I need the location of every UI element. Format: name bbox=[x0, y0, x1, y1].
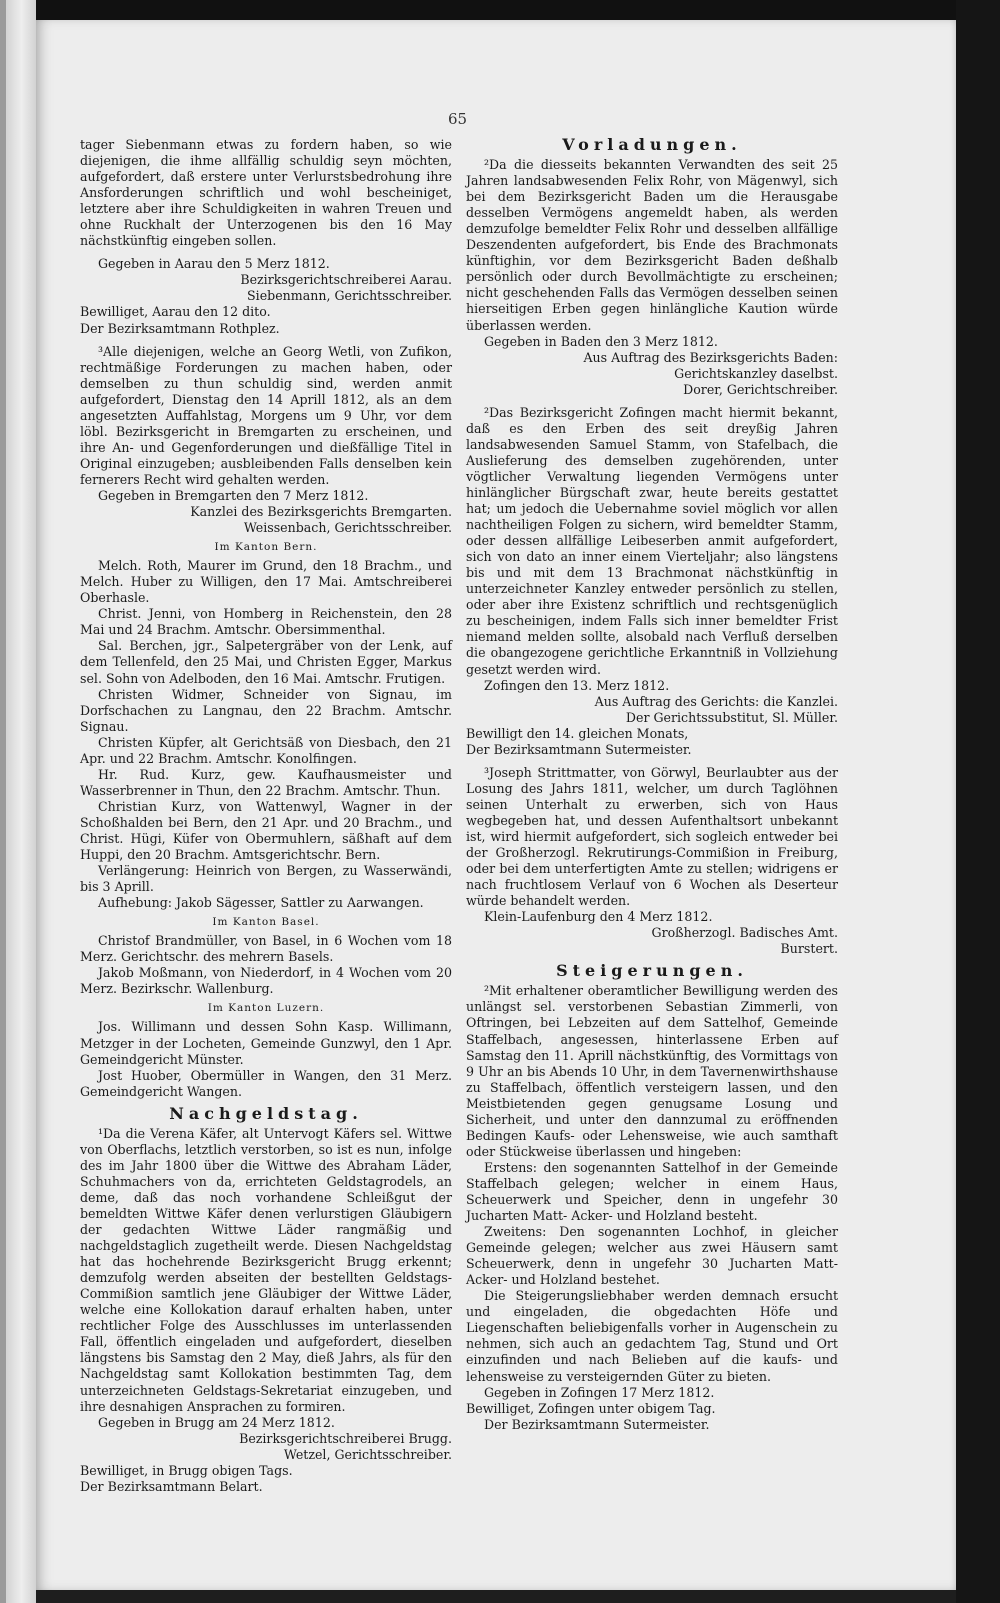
aarau-approval: Bewilliget, Aarau den 12 dito. bbox=[80, 304, 271, 320]
bern-entry: Hr. Rud. Kurz, gew. Kaufhausmeister und Wasserbrenner in Thun, den 22 Brachm. Amtschr. Thun. bbox=[80, 766, 452, 798]
page-number: 65 bbox=[448, 110, 468, 128]
zofingen-approval: Bewilligt den 14. gleichen Monats, bbox=[466, 725, 689, 741]
bern-entry: Aufhebung: Jakob Sägesser, Sattler zu Aarwangen. bbox=[98, 895, 424, 911]
vorladungen-heading: Vorladungen. bbox=[562, 135, 742, 154]
bremgarten-date: Gegeben in Bremgarten den 7 Merz 1812. bbox=[98, 487, 369, 503]
brugg-approval: Bewilliget, in Brugg obigen Tags. bbox=[80, 1462, 293, 1478]
laufenburg-signature-name: Burstert. bbox=[780, 941, 838, 957]
nachgeldstag-text: ¹Da die Verena Käfer, alt Untervogt Käfers sel. Wittwe von Oberflachs, letztlich verstorben, so ist es nun, infolge des im Jahr 1800 über die Wittwe des Abraham Läder, Schuhmachers von da, errichteten Geldstagrodels, an deme, daß das noch vorhandene Schleißgut der bemeldten Wittwe Käfer denen verlurstigen Gläubigern der gedachten Wittwe Läder rangmäßig und nachgeldstaglich zugetheilt werde. Diesen Nachgeldstag hat das hochehrende Bezirksgericht Brugg erkennt; demzufolg werden abseiten der bestellten Geldstags-Commißion samtlich jene Gläubiger der Wittwe Läder, welche eine Kollokation darauf erhalten haben, unter rechtlicher Folge des Ausschlusses im unterlassenden Fall, öffentlich eingeladen und aufgefordert, dieselben längstens bis Samstag den 2 May, dieß Jahrs, als für den Nachgeldstag samt Kollokation bestimmten Tag, dem unterzeichneten Geldstags-Sekretariat einzugeben, und ihre desnahigen Ansprachen zu formiren. bbox=[80, 1125, 452, 1414]
siebenmann-notice-text: tager Siebenmann etwas zu fordern haben, so wie diejenigen, die ihme allfällig schuldig seyn möchten, aufgefordert, daß erstere unter Verlurstsbedrohung ihre Ansforderungen schriftlich und wohl bescheiniget, letztere aber ihre Schuldigkeiten in wahren Treuen und ohne Ruckhalt der Unterzogenen bis den 16 May nächstkünftig eingeben sollen. bbox=[80, 137, 452, 249]
strittmatter-notice-text: ³Joseph Strittmatter, von Görwyl, Beurlaubter aus der Losung des Jahrs 1811, welcher, um durch Taglöhnen seinen Unterhalt zu erwerben, sich von Haus wegbegeben hat, und dessen Aufenthaltsort unbekannt ist, wird hiermit aufgefordert, sich sogleich entweder bei der Großherzogl. Rekrutirungs-Commißion in Freiburg, oder bei dem unterfertigten Amte zu stellen; widrigens er nach fruchtlosem Verlauf von 6 Wochen als Deserteur würde behandelt werden. bbox=[466, 764, 838, 909]
zofingen-signature-clerk: Der Gerichtssubstitut, Sl. Müller. bbox=[625, 709, 838, 725]
steigerungen-heading: Steigerungen. bbox=[556, 961, 748, 981]
basel-section-header: Im Kanton Basel. bbox=[212, 916, 320, 929]
zofingen-auction-approval: Bewilliget, Zofingen unter obigem Tag. bbox=[466, 1400, 716, 1416]
zofingen-signature-office: Aus Auftrag des Gerichts: die Kanzlei. bbox=[594, 693, 838, 709]
baden-signature-order: Aus Auftrag des Bezirksgerichts Baden: bbox=[583, 349, 838, 365]
brugg-official: Der Bezirksamtmann Belart. bbox=[80, 1478, 263, 1494]
basel-entry: Christof Brandmüller, von Basel, in 6 Wochen vom 18 Merz. Gerichtschr. des mehrern Basels. bbox=[80, 933, 452, 965]
bern-section-header: Im Kanton Bern. bbox=[214, 541, 318, 554]
zweitens-item: Zweitens: Den sogenannten Lochhof, in gleicher Gemeinde gelegen; welcher aus zwei Häusern samt Scheuerwerk, denn in ungefehr 30 Jucharten Matt- Acker- und Holzland bestehet. bbox=[466, 1224, 838, 1288]
bremgarten-signature-clerk: Weissenbach, Gerichtsschreiber. bbox=[243, 520, 452, 536]
brugg-signature-clerk: Wetzel, Gerichtsschreiber. bbox=[283, 1446, 452, 1462]
book-binding-edge bbox=[0, 0, 6, 1603]
nachgeldstag-heading: Nachgeldstag. bbox=[169, 1103, 363, 1123]
laufenburg-signature-office: Großherzogl. Badisches Amt. bbox=[651, 925, 838, 941]
bern-entry: Christ. Jenni, von Homberg in Reichenstein, den 28 Mai und 24 Brachm. Amtschr. Obersimmenthal. bbox=[80, 606, 452, 638]
zofingen-date: Zofingen den 13. Merz 1812. bbox=[484, 677, 670, 693]
right-column bbox=[466, 137, 838, 1433]
aarau-signature-clerk: Siebenmann, Gerichtsschreiber. bbox=[247, 288, 452, 304]
zofingen-official: Der Bezirksamtmann Sutermeister. bbox=[466, 741, 692, 757]
brugg-date: Gegeben in Brugg am 24 Merz 1812. bbox=[98, 1414, 335, 1430]
luzern-entry: Jos. Willimann und dessen Sohn Kasp. Willimann, Metzger in der Locheten, Gemeinde Gunzwyl, den 1 Apr. Gemeindgericht Münster. bbox=[80, 1019, 452, 1067]
zofingen-auction-official: Der Bezirksamtmann Sutermeister. bbox=[484, 1416, 710, 1432]
luzern-entry: Jost Huober, Obermüller in Wangen, den 31 Merz. Gemeindgericht Wangen. bbox=[80, 1067, 452, 1099]
rohr-notice-text: ²Da die diesseits bekannten Verwandten des seit 25 Jahren landsabwesenden Felix Rohr, von Mägenwyl, sich bei dem Bezirksgericht Baden um die Herausgabe desselben Vermögens angemeldt haben, als werden demzufolge bemeldter Felix Rohr und desselben allfällige Deszendenten aufgefordert, bis Ende des Brachmonats künftighin, vor dem Bezirksgericht Baden deßhalb persönlich oder durch Bevollmächtigte zu erscheinen; nicht geschehenden Falls das Vermögen desselben seinen hierseitigen Erben gegen hinlängliche Kaution würde überlassen werden. bbox=[466, 157, 838, 333]
bremgarten-signature-office: Kanzlei des Bezirksgerichts Bremgarten. bbox=[190, 504, 452, 520]
baden-signature-clerk: Dorer, Gerichtschreiber. bbox=[683, 381, 838, 397]
basel-entry: Jakob Moßmann, von Niederdorf, in 4 Wochen vom 20 Merz. Bezirkschr. Wallenburg. bbox=[80, 965, 452, 997]
stamm-notice-text: ²Das Bezirksgericht Zofingen macht hiermit bekannt, daß es den Erben des seit dreyßig Jahren landsabwesenden Samuel Stamm, von Stafelbach, die Auslieferung des demselben zugehörenden, unter vögtlicher Verwaltung liegenden Vermögens unter hinlänglicher Bürgschaft zwar, heute bereits gestattet hat; um jedoch die Uebernahme soviel möglich vor allen nachtheiligen Folgen zu sichern, wird bemeldter Stamm, oder dessen allfällige Leibeserben anmit aufgefordert, sich von dato an inner einem Vierteljahr; also längstens bis und mit dem 13 Brachmonat nächstkünftig in unterzeichneter Kanzley entweder persönlich zu stellen, oder aber ihre Existenz schriftlich und rechtsgenüglich zu bescheinigen, indem Falls sich inner bemeldter Frist niemand melden sollte, alsobald nach Verfluß derselben die obangezogene gerichtliche Erkanntniß in Vollziehung gesetzt werden wird. bbox=[466, 404, 838, 677]
left-column bbox=[80, 137, 452, 1495]
bern-entry: Christen Küpfer, alt Gerichtsäß von Diesbach, den 21 Apr. und 22 Brachm. Amtschr. Konolfingen. bbox=[80, 734, 452, 766]
aarau-date: Gegeben in Aarau den 5 Merz 1812. bbox=[98, 256, 330, 272]
bern-entry: Christen Widmer, Schneider von Signau, im Dorfschachen zu Langnau, den 22 Brachm. Amtschr. Signau. bbox=[80, 686, 452, 734]
bern-entry: Melch. Roth, Maurer im Grund, den 18 Brachm., und Melch. Huber zu Willigen, den 17 Mai. Amtschreiberei Oberhasle. bbox=[80, 558, 452, 606]
baden-date: Gegeben in Baden den 3 Merz 1812. bbox=[484, 333, 718, 349]
aarau-official: Der Bezirksamtmann Rothplez. bbox=[80, 320, 280, 336]
bidders-invitation-text: Die Steigerungsliebhaber werden demnach ersucht und eingeladen, die obgedachten Höfe und Liegenschaften beliebigenfalls vorher in Augenschein zu nehmen, sich auch an gedachtem Tag, Stund und Ort einzufinden und nach Belieben auf die kaufs- und lehensweise zu versteigernden Güter zu bieten. bbox=[466, 1288, 838, 1384]
zimmerli-notice-text: ²Mit erhaltener oberamtlicher Bewilligung werden des unlängst sel. verstorbenen Sebastian Zimmerli, von Oftringen, bei Lebzeiten auf dem Sattelhof, Gemeinde Staffelbach, angesessen, hinterlassene Erben auf Samstag den 11. Aprill nächstkünftig, des Vormittags von 9 Uhr an bis Abends 10 Uhr, in dem Tavernenwirthshause zu Staffelbach, öffentlich versteigern lassen, und den Meistbietenden gegen genugsame Losung und Sicherheit, und unter den dannzumal zu eröffnenden Bedingen Kaufs- oder Lehensweise, wie auch samthaft oder Stückweise überlassen und hingeben: bbox=[466, 983, 838, 1159]
baden-signature-office: Gerichtskanzley daselbst. bbox=[674, 365, 838, 381]
wetli-notice-text: ³Alle diejenigen, welche an Georg Wetli, von Zufikon, rechtmäßige Forderungen zu machen haben, oder demselben zu thun schuldig sind, werden anmit aufgefordert, Dienstag den 14 Aprill 1812, als an dem angesetzten Auffahlstag, Morgens um 9 Uhr, vor dem löbl. Bezirksgericht in Bremgarten zu erscheinen, und ihre An- und Gegenforderungen und dießfällige Titel in Original einzugeben; ausbleibenden Falls denselben kein fernerers Recht wird gehalten werden. bbox=[80, 343, 452, 487]
aarau-signature-office: Bezirksgerichtschreiberei Aarau. bbox=[240, 272, 452, 288]
bern-entry: Verlängerung: Heinrich von Bergen, zu Wasserwändi, bis 3 Aprill. bbox=[80, 863, 452, 895]
zofingen-auction-date: Gegeben in Zofingen 17 Merz 1812. bbox=[484, 1384, 715, 1400]
luzern-section-header: Im Kanton Luzern. bbox=[207, 1002, 325, 1015]
brugg-signature-office: Bezirksgerichtschreiberei Brugg. bbox=[239, 1430, 452, 1446]
erstens-item: Erstens: den sogenannten Sattelhof in der Gemeinde Staffelbach gelegen; welcher in einem Haus, Scheuerwerk und Speicher, denn in ungefehr 30 Jucharten Matt- Acker- und Holzland besteht. bbox=[466, 1159, 838, 1224]
laufenburg-date: Klein-Laufenburg den 4 Merz 1812. bbox=[484, 909, 713, 925]
bern-entry: Sal. Berchen, jgr., Salpetergräber von der Lenk, auf dem Tellenfeld, den 25 Mai, und Christen Egger, Markus sel. Sohn von Adelboden, den 16 Mai. Amtschr. Frutigen. bbox=[80, 638, 452, 686]
bern-entry: Christian Kurz, von Wattenwyl, Wagner in der Schoßhalden bei Bern, den 21 Apr. und 20 Brachm., und Christ. Hügi, Küfer von Obermuhlern, säßhaft auf dem Huppi, den 20 Brachm. Amtsgerichtschr. Bern. bbox=[80, 798, 452, 863]
scan-right-background bbox=[956, 0, 1000, 1603]
